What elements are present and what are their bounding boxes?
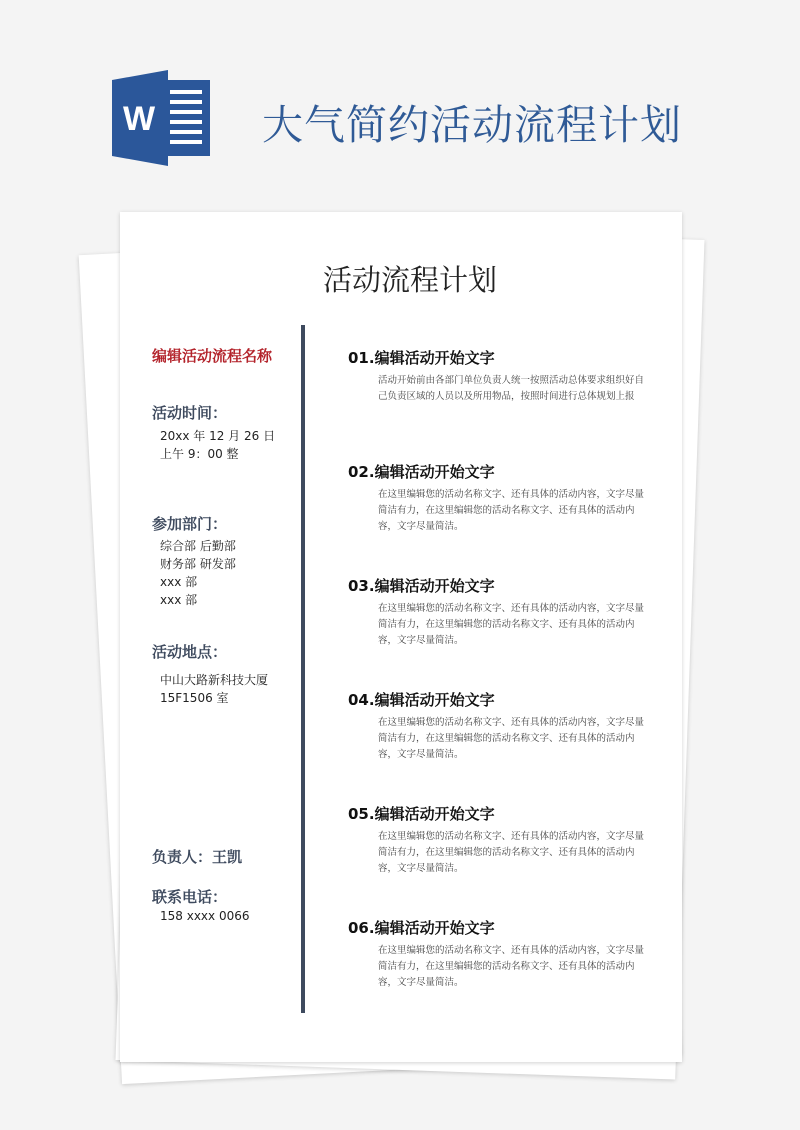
dept-line: xxx 部 (160, 575, 198, 589)
time-value (160, 427, 275, 463)
step-description: 在这里编辑您的活动名称文字、还有具体的活动内容，文字尽量简洁有力，在这里编辑您的活动名称文字、还有具体的活动内容，文字尽量简洁。 (378, 945, 645, 988)
divider-line (301, 325, 305, 1013)
step-heading: 05.编辑活动开始文字 (348, 805, 495, 823)
dept-line: 综合部 后勤部 (160, 539, 236, 553)
dept-line: 财务部 研发部 (160, 557, 236, 571)
word-icon (112, 70, 212, 166)
step-heading: 01.编辑活动开始文字 (348, 349, 495, 367)
dept-value (160, 537, 236, 609)
step-heading: 06.编辑活动开始文字 (348, 919, 495, 937)
dept-line: xxx 部 (160, 593, 198, 607)
time-label: 活动时间： (152, 404, 228, 422)
phone-value: 158 xxxx 0066 (160, 909, 250, 923)
step-description: 在这里编辑您的活动名称文字、还有具体的活动内容，文字尽量简洁有力，在这里编辑您的活动名称文字、还有具体的活动内容，文字尽量简洁。 (378, 603, 645, 646)
place-value (160, 671, 268, 707)
step-description: 在这里编辑您的活动名称文字、还有具体的活动内容，文字尽量简洁有力，在这里编辑您的活动名称文字、还有具体的活动内容，文字尽量简洁。 (378, 489, 645, 532)
step-heading: 02.编辑活动开始文字 (348, 463, 495, 481)
owner-label: 负责人：王凯 (152, 848, 243, 866)
step-heading: 04.编辑活动开始文字 (348, 691, 495, 709)
step-description: 在这里编辑您的活动名称文字、还有具体的活动内容，文字尽量简洁有力，在这里编辑您的活动名称文字、还有具体的活动内容，文字尽量简洁。 (378, 717, 645, 760)
banner-title: 大气简约活动流程计划 (262, 101, 682, 149)
dept-label: 参加部门： (152, 515, 228, 533)
place-label: 活动地点： (152, 643, 228, 661)
svg-text:W: W (122, 100, 156, 138)
step-description: 在这里编辑您的活动名称文字、还有具体的活动内容，文字尽量简洁有力，在这里编辑您的活动名称文字、还有具体的活动内容，文字尽量简洁。 (378, 831, 645, 874)
place-line: 15F1506 室 (160, 691, 229, 705)
step-description: 活动开始前由各部门单位负责人统一按照活动总体要求组织好自己负责区域的人员以及所用物品，按照时间进行总体规划上报 (378, 375, 645, 402)
document-title: 活动流程计划 (322, 263, 497, 297)
place-line: 中山大路新科技大厦 (160, 673, 269, 687)
time-line: 20xx 年 12 月 26 日 (160, 429, 276, 443)
step-heading: 03.编辑活动开始文字 (348, 577, 495, 595)
phone-label: 联系电话： (152, 888, 228, 906)
time-line: 上午 9：00 整 (160, 447, 239, 461)
activity-name-title: 编辑活动流程名称 (152, 347, 273, 365)
